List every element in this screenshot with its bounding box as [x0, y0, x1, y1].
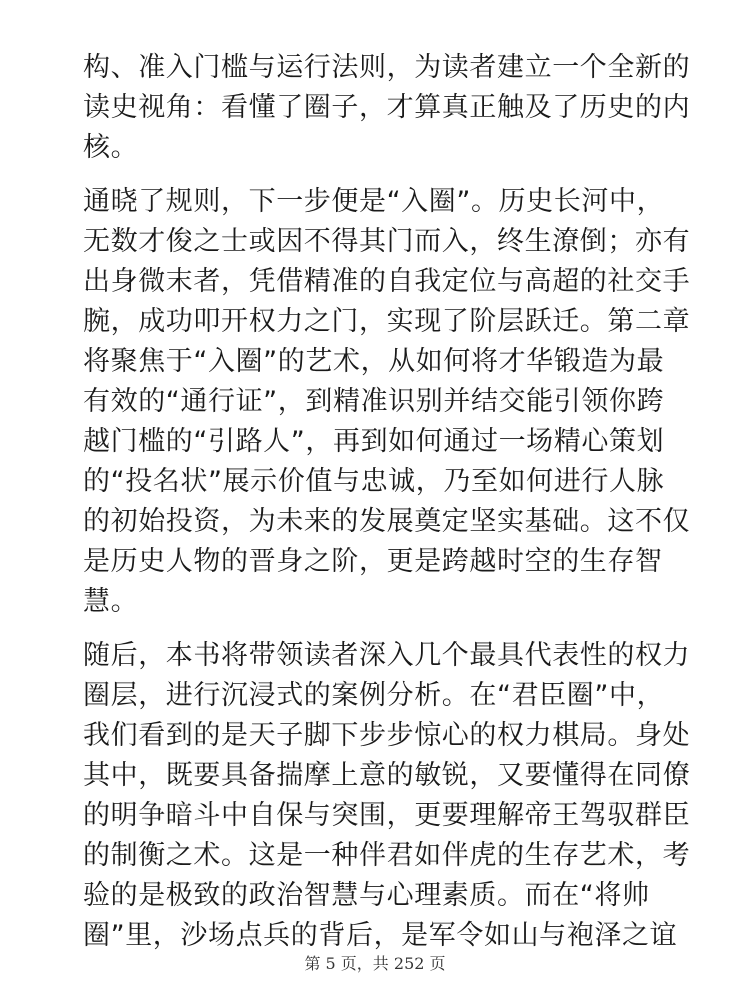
text-line: 其中，既要具备揣摩上意的敏锐，又要懂得在同僚 [83, 760, 691, 791]
page-footer: 第 5 页，共 252 页 [304, 954, 446, 973]
text-line: 的明争暗斗中自保与突围，更要理解帝王驾驭群臣 [83, 800, 691, 831]
text-line: 出身微末者，凭借精准的自我定位与高超的社交手 [83, 266, 691, 297]
text-line: 是历史人物的晋身之阶，更是跨越时空的生存智 [83, 546, 663, 577]
text-line: 的初始投资，为未来的发展奠定坚实基础。这不仅 [83, 506, 691, 537]
paragraph [83, 48, 691, 168]
text-line: 圈层，进行沉浸式的案例分析。在“君臣圈”中， [83, 680, 665, 711]
text-line: 通晓了规则，下一步便是“入圈”。历史长河中， [83, 186, 665, 217]
text-line: 验的是极致的政治智慧与心理素质。而在“将帅 [83, 880, 650, 911]
text-line: 我们看到的是天子脚下步步惊心的权力棋局。身处 [83, 720, 691, 751]
text-line: 构、准入门槛与运行法则，为读者建立一个全新的 [83, 52, 691, 83]
text-line: 的制衡之术。这是一种伴君如伴虎的生存艺术，考 [83, 840, 691, 871]
text-line: 核。 [83, 132, 139, 163]
paragraph [83, 182, 691, 622]
text-line: 读史视角：看懂了圈子，才算真正触及了历史的内 [83, 92, 691, 123]
text-line: 的“投名状”展示价值与忠诚，乃至如何进行人脉 [83, 466, 665, 497]
text-line: 随后，本书将带领读者深入几个最具代表性的权力 [83, 640, 691, 671]
paragraph [83, 636, 691, 956]
text-line: 腕，成功叩开权力之门，实现了阶层跃迁。第二章 [83, 306, 691, 337]
page-body [83, 48, 691, 970]
text-line: 无数才俊之士或因不得其门而入，终生潦倒；亦有 [83, 226, 691, 257]
text-line: 越门槛的“引路人”，再到如何通过一场精心策划 [83, 426, 665, 457]
text-line: 有效的“通行证”，到精准识别并结交能引领你跨 [83, 386, 665, 417]
text-line: 圈”里，沙场点兵的背后，是军令如山与袍泽之谊 [83, 920, 678, 951]
text-line: 慧。 [83, 586, 139, 617]
text-line: 将聚焦于“入圈”的艺术，从如何将才华锻造为最 [83, 346, 665, 377]
